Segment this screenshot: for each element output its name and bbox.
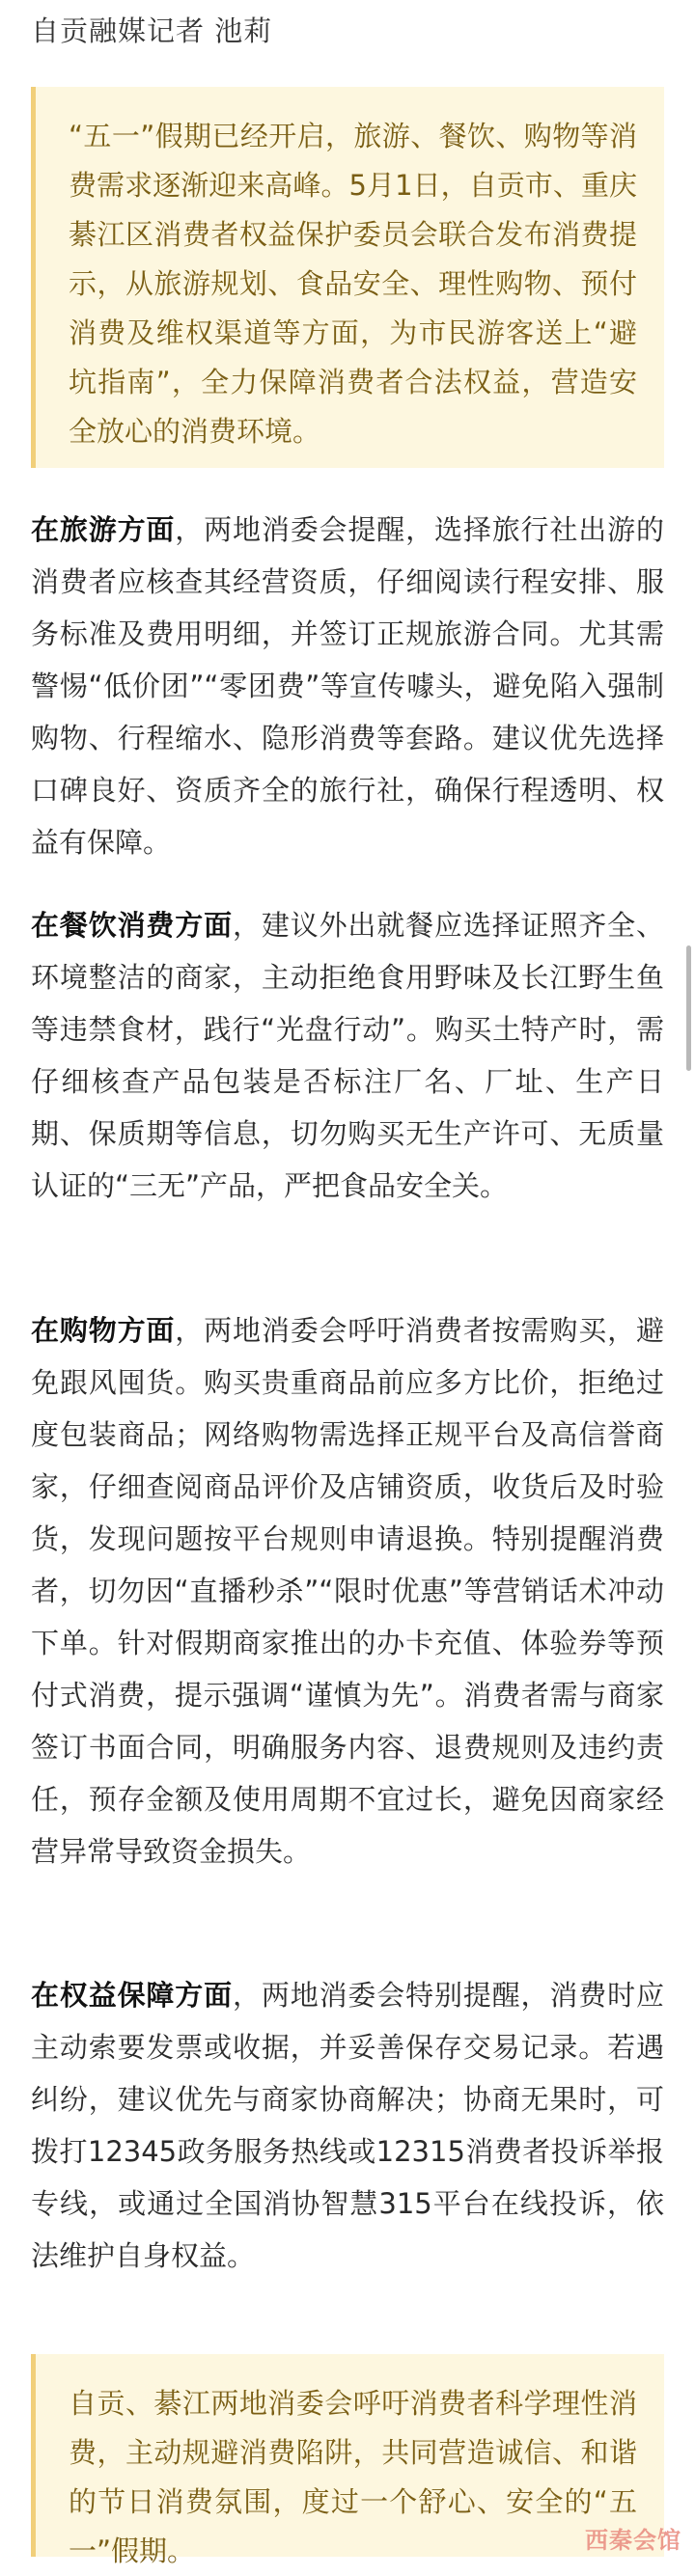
paragraph-shopping [31, 1304, 664, 1877]
paragraph-text: ，两地消委会提醒，选择旅行社出游的消费者应核查其经营资质，仔细阅读行程安排、服务标准及费用明细，并签订正规旅游合同。尤其需警惕“低价团”“零团费”等宣传噱头，避免陷入强制购物、行程缩水、隐形消费等套路。建议优先选择口碑良好、资质齐全的旅行社，确保行程透明、权益有保障。 [31, 513, 664, 859]
paragraph-rights [31, 1969, 664, 2282]
paragraph-text: ，两地消委会特别提醒，消费时应主动索要发票或收据，并妥善保存交易记录。若遇纠纷，建议优先与商家协商解决；协商无果时，可拨打12345政务服务热线或12315消费者投诉举报专线，或通过全国消协智慧315平台在线投诉，依法维护自身权益。 [31, 1979, 664, 2272]
paragraph-heading: 在旅游方面 [31, 513, 176, 546]
watermark-logo: 西秦会馆 [585, 2527, 681, 2554]
paragraph-text: ，两地消委会呼吁消费者按需购买，避免跟风囤货。购买贵重商品前应多方比价，拒绝过度包装商品；网络购物需选择正规平台及高信誉商家，仔细查阅商品评价及店铺资质，收货后及时验货，发现问题按平台规则申请退换。特别提醒消费者，切勿因“直播秒杀”“限时优惠”等营销话术冲动下单。针对假期商家推出的办卡充值、体验券等预付式消费，提示强调“谨慎为先”。消费者需与商家签订书面合同，明确服务内容、退费规则及违约责任，预存金额及使用周期不宜过长，避免因商家经营异常导致资金损失。 [31, 1314, 664, 1868]
paragraph-heading: 在餐饮消费方面 [31, 909, 233, 942]
intro-callout: “五一”假期已经开启，旅游、餐饮、购物等消费需求逐渐迎来高峰。5月1日，自贡市、重庆綦江区消费者权益保护委员会联合发布消费提示，从旅游规划、食品安全、理性购物、预付消费及维权渠道等方面，为市民游客送上“避坑指南”，全力保障消费者合法权益，营造安全放心的消费环境。 [31, 87, 664, 468]
byline: 自贡融媒记者 池莉 [31, 14, 273, 47]
paragraph-dining [31, 899, 664, 1212]
closing-callout: 自贡、綦江两地消委会呼吁消费者科学理性消费，主动规避消费陷阱，共同营造诚信、和谐的节日消费氛围，度过一个舒心、安全的“五一”假期。 [31, 2354, 664, 2557]
paragraph-tourism [31, 504, 664, 868]
paragraph-heading: 在权益保障方面 [31, 1979, 233, 2012]
paragraph-text: ，建议外出就餐应选择证照齐全、环境整洁的商家，主动拒绝食用野味及长江野生鱼等违禁食材，践行“光盘行动”。购买土特产时，需仔细核查产品包装是否标注厂名、厂址、生产日期、保质期等信息，切勿购买无生产许可、无质量认证的“三无”产品，严把食品安全关。 [31, 909, 664, 1202]
scrollbar[interactable] [686, 945, 691, 1071]
paragraph-heading: 在购物方面 [31, 1314, 176, 1347]
